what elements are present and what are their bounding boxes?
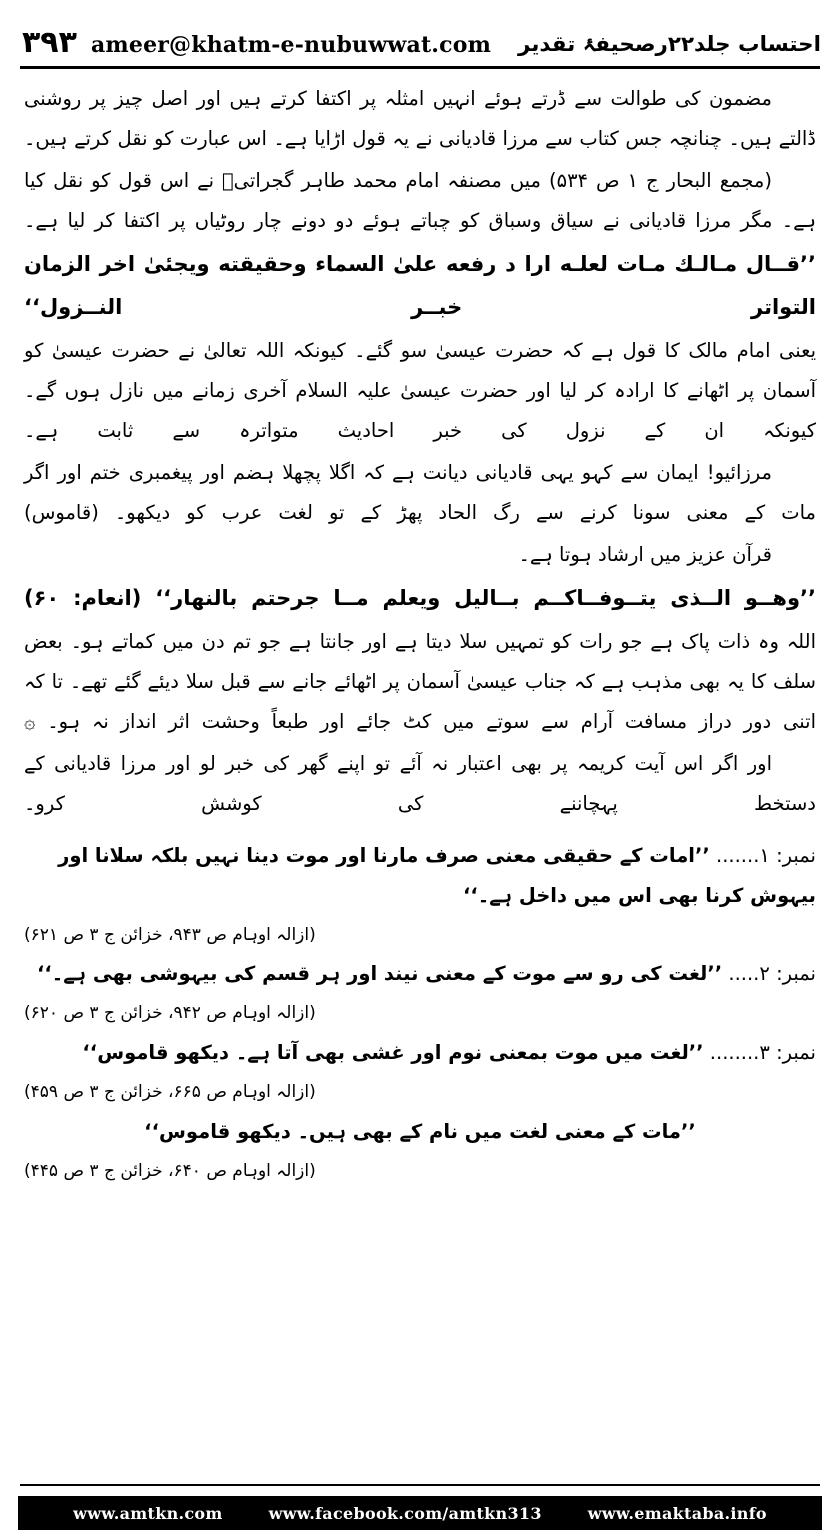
footer-divider <box>20 1484 820 1486</box>
paragraph-2: (مجمع البحار ج ۱ ص ۵۳۴) میں مصنفہ امام محمد طاہر گجراتیؒ نے اس قول کو نقل کیا ہے۔ مگر مرزا قادیانی نے سیاق وسباق کو چباتے ہوئے دو دونے چار روٹیاں پر اکتفا کر لیا ہے۔ <box>24 168 816 232</box>
header-divider <box>20 66 820 69</box>
arabic-quote-2: ’’وهــو الــذى يتــوفــاكــم بــاليل ويعلم مــا جرحتم بالنهار‘‘ (انعام: ۶۰) <box>24 585 816 610</box>
numbered-text-1: ’’امات کے حقیقی معنی صرف مارنا اور موت دینا نہیں بلکہ سلانا اور بیہوش کرنا بھی اس میں داخل ہے۔‘‘ <box>58 843 816 907</box>
footer-links <box>18 1496 822 1530</box>
footer-link-facebook[interactable]: www.facebook.com/amtkn313 <box>268 1503 542 1523</box>
book-title: احتساب جلد۲۲رصحیفۂ تقدیر <box>518 31 821 56</box>
page-number: ۳۹۳ <box>22 25 77 60</box>
numbered-label-2: نمبر: ۲..... <box>728 962 816 986</box>
paragraph-3: یعنی امام مالک کا قول ہے کہ حضرت عیسیٰ سو گئے۔ کیونکہ اللہ تعالیٰ نے حضرت عیسیٰ کو آسمان پر اٹھانے کا ارادہ کر لیا اور حضرت عیسیٰ علیہ السلام آخری زمانے میں نازل ہوں گے۔ کیونکہ ان کے نزول کی خبر احادیث متواترہ سے ثابت ہے۔ <box>24 338 816 442</box>
arabic-quote-1: ’’قــال مـالـك مـات لعلـه ارا د رفعه علىٰ السماء وحقيقته ويجئىٰ اخر الزمان التواتر خبــر النــزول‘‘ <box>24 251 816 319</box>
numbered-text-3: ’’لغت میں موت بمعنی نوم اور غشی بھی آتا ہے۔ دیکھو قاموس‘‘ <box>82 1041 704 1065</box>
page-header <box>18 0 822 62</box>
numbered-text-2: ’’لغت کی رو سے موت کے معنی نیند اور ہر قسم کی بیہوشی بھی ہے۔‘‘ <box>36 962 723 986</box>
paragraph-7: اور اگر اس آیت کریمہ پر بھی اعتبار نہ آئے تو اپنے گھر کی خبر لو اور مرزا قادیانی کے دستخط پہچاننے کی کوشش کرو۔ <box>24 751 816 815</box>
numbered-label-1: نمبر: ۱....... <box>716 843 816 867</box>
paragraph-6: اللہ وہ ذات پاک ہے جو رات کو تمہیں سلا دیتا ہے اور جانتا ہے جو تم دن میں کماتے ہو۔ بعض سلف کا یہ بھی مذہب ہے کہ جناب عیسیٰ آسمان پر اٹھائے جانے سے قبل سلا دیئے گئے تھے۔ تا کہ اتنی دور دراز مسافت آرام سے سوتے میں کٹ جائے اور طبعاً وحشت اثر انداز نہ ہو۔ ۞ <box>24 629 816 733</box>
paragraph-4: مرزائیو! ایمان سے کہو یہی قادیانی دیانت ہے کہ اگلا پچھلا ہضم اور پیغمبری ختم اور اگر مات کے معنی سونا کرنے سے رگ الحاد پھڑ کے تو لغت عرب کو دیکھو۔ (قاموس) <box>24 460 816 524</box>
paragraph-1: مضمون کی طوالت سے ڈرتے ہوئے انہیں امثلہ پر اکتفا کرتے ہیں اور اصل چیز پر روشنی ڈالتے ہیں۔ چنانچہ جس کتاب سے مرزا قادیانی نے یہ قول اڑایا ہے۔ اس عبارت کو نقل کرتے ہیں۔ <box>24 87 816 150</box>
reference-3: (ازالہ اوہام ص ۶۶۵، خزائن ج ۳ ص ۴۵۹) <box>24 1082 316 1103</box>
numbered-item-1 <box>24 836 816 916</box>
numbered-label-3: نمبر: ۳........ <box>709 1041 816 1065</box>
spacer <box>24 826 816 836</box>
closing-quote: ’’مات کے معنی لغت میں نام کے بھی ہیں۔ دیکھو قاموس‘‘ <box>144 1120 696 1144</box>
page-footer <box>18 1480 822 1530</box>
numbered-item-2 <box>24 954 816 994</box>
numbered-item-3 <box>24 1033 816 1073</box>
reference-1: (ازالہ اوہام ص ۹۴۳، خزائن ج ۳ ص ۶۲۱) <box>24 924 316 945</box>
footer-link-emaktaba[interactable]: www.emaktaba.info <box>587 1503 767 1523</box>
footer-link-website[interactable]: www.amtkn.com <box>73 1503 223 1523</box>
closing-reference: (ازالہ اوہام ص ۶۴۰، خزائن ج ۳ ص ۴۴۵) <box>24 1161 316 1182</box>
contact-email: ameer@khatm-e-nubuwwat.com <box>90 32 492 58</box>
reference-2: (ازالہ اوہام ص ۹۴۲، خزائن ج ۳ ص ۶۲۰) <box>24 1003 316 1024</box>
page-body <box>18 79 822 1540</box>
header-left-group <box>22 25 492 60</box>
paragraph-5: قرآن عزیز میں ارشاد ہوتا ہے۔ <box>518 542 772 566</box>
